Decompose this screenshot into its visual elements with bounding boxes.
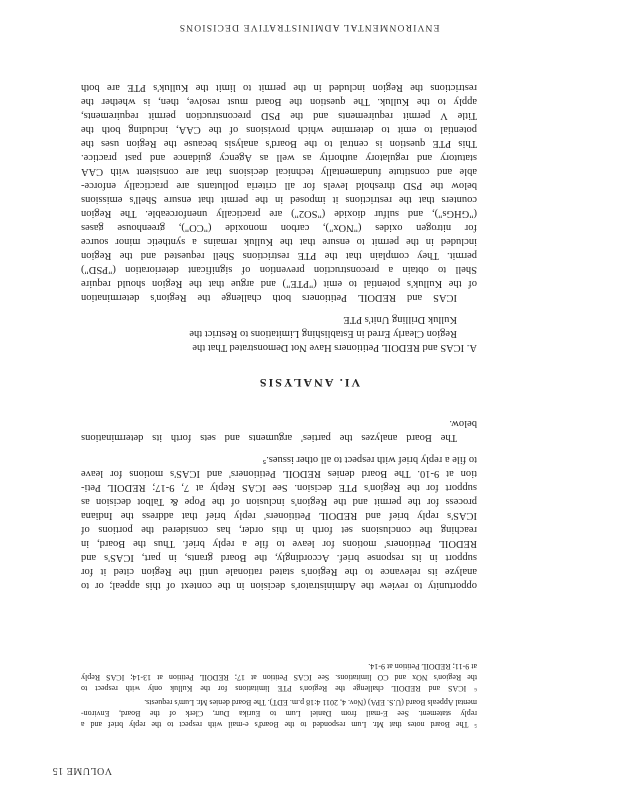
body-line: below. <box>449 418 477 429</box>
body-line: ICAS's reply brief and REDOIL Petitioners' reply brief that address the Indiana <box>81 510 477 521</box>
footnote-line: ⁶ ICAS and REDOIL challenge the Region's PTE limitations for the Kulluk only with respect to <box>81 684 477 693</box>
body-line: support in its response brief. Accordingly, the Board grants, in part, ICAS's and <box>81 552 477 563</box>
body-line: to file a reply brief with respect to all other issues.⁵ <box>262 454 477 465</box>
subsection-heading-line: A. ICAS and REDOIL Petitioners Have Not Demonstrated That the <box>192 342 477 353</box>
body-line: This PTE question is central to the Board's analysis because the Region uses the <box>81 138 477 149</box>
volume-footer: VOLUME 15 <box>52 765 112 776</box>
body-line: tion at 9-10. The Board denies REDOIL Petitioners' and ICAS's motions for leave <box>81 468 477 479</box>
body-line: below the PSD threshold levels for all criteria pollutants are practically enforce- <box>81 180 477 191</box>
footnote-line: at 9-11; REDOIL Petition at 9-14. <box>368 662 477 671</box>
body-line: potential to emit to determine which provisions of the CAA, including both the <box>81 124 477 135</box>
body-line: analyze its relevance to the Region's stated rationale until the Region cited it for <box>81 566 477 577</box>
section-heading: VI. ANALYSIS <box>257 376 361 390</box>
footnote-line: mental Appeals Board (U.S. EPA) (Nov. 4, 2011 4:18 p.m. EDT). The Board denies Mr. Lum's requests. <box>144 698 477 707</box>
footnote-line: reply statement. See E-mail from Daniel Lum to Eurika Durr, Clerk of the Board, Environ- <box>81 709 477 718</box>
body-line: Title V permit requirements and the PSD preconstruction permit requirements, <box>81 110 477 121</box>
body-line: for nitrogen oxides ("NOx"), carbon monoxide ("CO"), greenhouse gases <box>81 222 477 233</box>
body-line: support for the Region's PTE decision. See ICAS Reply at 7, 9-17; REDOIL Peti- <box>81 482 477 493</box>
body-line: permit. They complain that the PTE restrictions Shell requested and the Region <box>81 250 477 261</box>
body-line: REDOIL Petitioners' motions for leave to file a reply brief. Thus the Board, in <box>81 538 477 549</box>
body-line: apply to the Kulluk. The question the Board must resolve, then, is whether the <box>81 96 477 107</box>
body-line: included in the permit to ensure that the Kulluk remains a synthetic minor source <box>81 236 477 247</box>
body-line: ("GHGs"), and sulfur dioxide ("SO2") are practically unenforceable. The Region <box>81 208 477 219</box>
body-line: ICAS and REDOIL Petitioners both challenge the Region's determination <box>81 292 457 303</box>
body-line: able and constitute fundamentally technical decisions that are consistent with CAA <box>81 166 477 177</box>
subsection-heading-line: Region Clearly Erred in Establishing Limitations to Restrict the <box>189 328 457 339</box>
body-line: statutory and regulatory authority as well as Agency guidance and past practice. <box>81 152 477 163</box>
footnote-line: the Region's NOx and CO limitations. See ICAS Petition at 17; REDOIL Petition at 13-14; ICAS Reply <box>81 673 477 682</box>
footnote-line: ⁵ The Board notes that Mr. Lum responded to the Board's e-mail with respect to the reply brief and a <box>81 720 477 729</box>
body-line: reaching the conclusions set forth in this order, has considered the portions of <box>81 524 477 535</box>
body-line: opportunity to review the Administrator's decision in the context of this appeal; or to <box>81 580 477 591</box>
body-line: Shell to obtain a preconstruction prevention of significant deterioration ("PSD") <box>81 264 477 275</box>
body-line: of the Kulluk's potential to emit ("PTE") and argue that the Region should require <box>81 278 477 289</box>
body-line: restrictions the Region included in the permit to limit the Kulluk's PTE are both <box>81 82 477 93</box>
running-header: ENVIRONMENTAL ADMINISTRATIVE DECISIONS <box>178 22 440 32</box>
body-line: The Board analyzes the parties' arguments and sets forth its determinations <box>81 432 457 443</box>
subsection-heading-line: Kulluk Drilling Unit's PTE <box>343 314 457 325</box>
body-line: counters that the restrictions it imposed in the permit that ensure Shell's emissions <box>81 194 477 205</box>
body-line: process for the permit and the Region's inclusion of the Pope & Talbot decision as <box>81 496 477 507</box>
